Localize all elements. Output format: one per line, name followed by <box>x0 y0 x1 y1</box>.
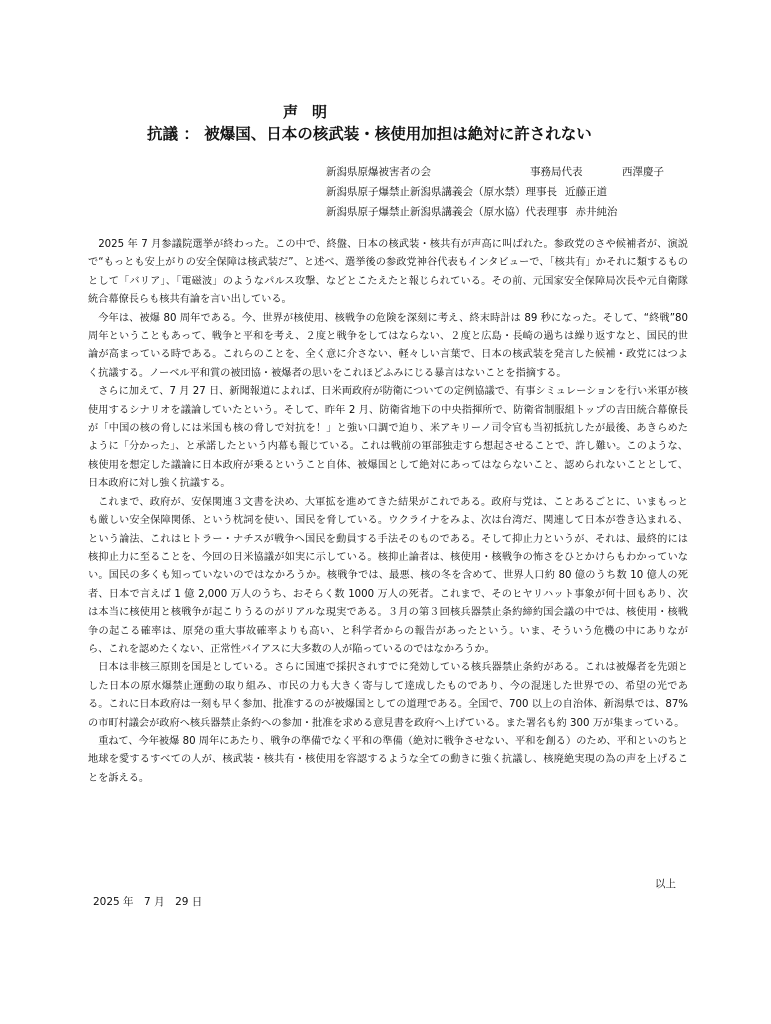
signatory-name: 赤井純治 <box>575 206 618 218</box>
body-paragraph: さらに加えて、7 月 27 日、新聞報道によれば、日米両政府が防衛についての定例協議で、有事シミュレーションを行い米軍が核使用するシナリオを議論していたという。そして、昨年 2 月、防衛省地下の中央指揮所で、防衛省制服組トップの吉田統合幕僚長が「中国の核の脅しには米国も核の脅しで対抗を！」と強い口調で迫り、米アキリーノ司令官も当初抵抗したが最後、あきらめたように「分かった」、と承諾したという内幕も報じている。これは戦前の軍部独走すら想起させることで、許し難い。このような、核使用を想定した議論に日本政府が乗るということ自体、被爆国として絶対にあってはならないこと、認められないこととして、日本政府に対し強く抗議する。 <box>88 386 688 490</box>
closing-mark: 以上 <box>655 878 676 890</box>
signatory-org: 新潟県原爆被害者の会 <box>326 166 431 178</box>
signatory-line <box>326 182 664 202</box>
document-title: 声明 <box>283 103 342 121</box>
signatory-org: 新潟県原子爆禁止新潟県講義会（原水禁） <box>326 186 526 198</box>
signatory-name: 近藤正道 <box>565 186 607 198</box>
signatory-line <box>326 202 664 222</box>
body-paragraph: 重ねて、今年被爆 80 周年にあたり、戦争の準備でなく平和の準備（絶対に戦争させない、平和を創る）のため、平和といのちと地球を愛するすべての人が、核武装・核共有・核使用を容認するような全ての動きに強く抗議し、核廃絶実現の為の声を上げることを訴える。 <box>88 735 688 784</box>
signatory-role: 事務局代表 <box>530 166 583 178</box>
body-paragraph: 今年は、被爆 80 周年である。今、世界が核使用、核戦争の危険を深刻に考え、終末時計は 89 秒になった。そして、“終戦”80 周年ということもあって、戦争と平和を考え、２度と戦争をしてはならない、２度と広島・長崎の過ちは繰り返すなと、国民的世論が高まっている時である。これらのことを、全く意に介さない、軽々しい言葉で、日本の核武装を発言した候補・政党にはつよく抗議する。ノーベル平和賞の被団協・被爆者の思いをこれほどふみにじる暴言はないことを指摘する。 <box>88 312 688 379</box>
signatory-role: 理事長 <box>525 186 557 198</box>
body-paragraph: これまで、政府が、安保関連３文書を決め、大軍拡を進めてきた結果がこれである。政府与党は、ことあるごとに、いまもっとも厳しい安全保障関係、という枕詞を使い、国民を脅している。ウクライナをみよ、次は台湾だ、関連して日本が巻き込まれる、という論法、これはヒトラー・ナチスが戦争へ国民を動員する手法そのものである。そして抑止力というが、それは、最終的には核抑止力に至ることを、今回の日米協議が如実に示している。核抑止論者は、核使用・核戦争の怖さをひとかけらもわかっていない。国民の多くも知っていないのではなかろうか。核戦争では、最悪、核の冬を含めて、世界人口約 80 億のうち数 10 億人の死者、日本で言えば 1 億 2,000 万人のうち、おそらく数 1000 万人の死者。これまで、そのヒヤリハット事象が何十回もあり、次は本当に核使用と核戦争が起こりうるのがリアルな現実である。３月の第３回核兵器禁止条約締約国会議の中では、核使用・核戦争の起こる確率は、原発の重大事故確率よりも高い、と科学者からの報告があったという。いま、そういう危機の中にありながら、これを認めたくない、正常性バイアスに大多数の人が陥っているのではなかろうか。 <box>88 496 688 655</box>
document-headline: 抗議 ： 被爆国、日本の核武装・核使用加担は絶対に許されない <box>147 125 592 143</box>
statement-body <box>88 236 688 788</box>
signatory-role: 代表理事 <box>525 206 568 218</box>
document-date: 2025 年 7 月 29 日 <box>93 896 203 908</box>
signatory-line <box>326 162 664 182</box>
signatory-org: 新潟県原子爆禁止新潟県講義会（原水協） <box>326 206 526 218</box>
signatories-block <box>326 162 664 222</box>
body-paragraph: 日本は非核三原則を国是としている。さらに国連で採択されすでに発効している核兵器禁止条約がある。これは被爆者を先頭とした日本の原水爆禁止運動の取り組み、市民の力も大きく寄与して達成したものであり、今の混迷した世界での、希望の光である。これに日本政府は一刻も早く参加、批准するのが被爆国としての道理である。全国で、700 以上の自治体、新潟県では、87% の市町村議会が政府へ核兵器禁止条約への参加・批准を求める意見書を政府へ上げている。また署名も約 300 万が集まっている。 <box>88 662 688 729</box>
signatory-name: 西澤慶子 <box>622 166 664 178</box>
body-paragraph: 2025 年 7 月参議院選挙が終わった。この中で、終盤、日本の核武装・核共有が声高に叫ばれた。参政党のさや候補者が、演説で“もっとも安上がりの安全保障は核武装だ”、と述べ、選挙後の参政党神谷代表もインタビューで、「核共有」かそれに類するものとして「バリア」、「電磁波」のようなパルス攻撃、などとこたえたと報じられている。その前、元国家安全保障局次長や元自衛隊統合幕僚長らも核共有論を言い出している。 <box>88 239 688 306</box>
